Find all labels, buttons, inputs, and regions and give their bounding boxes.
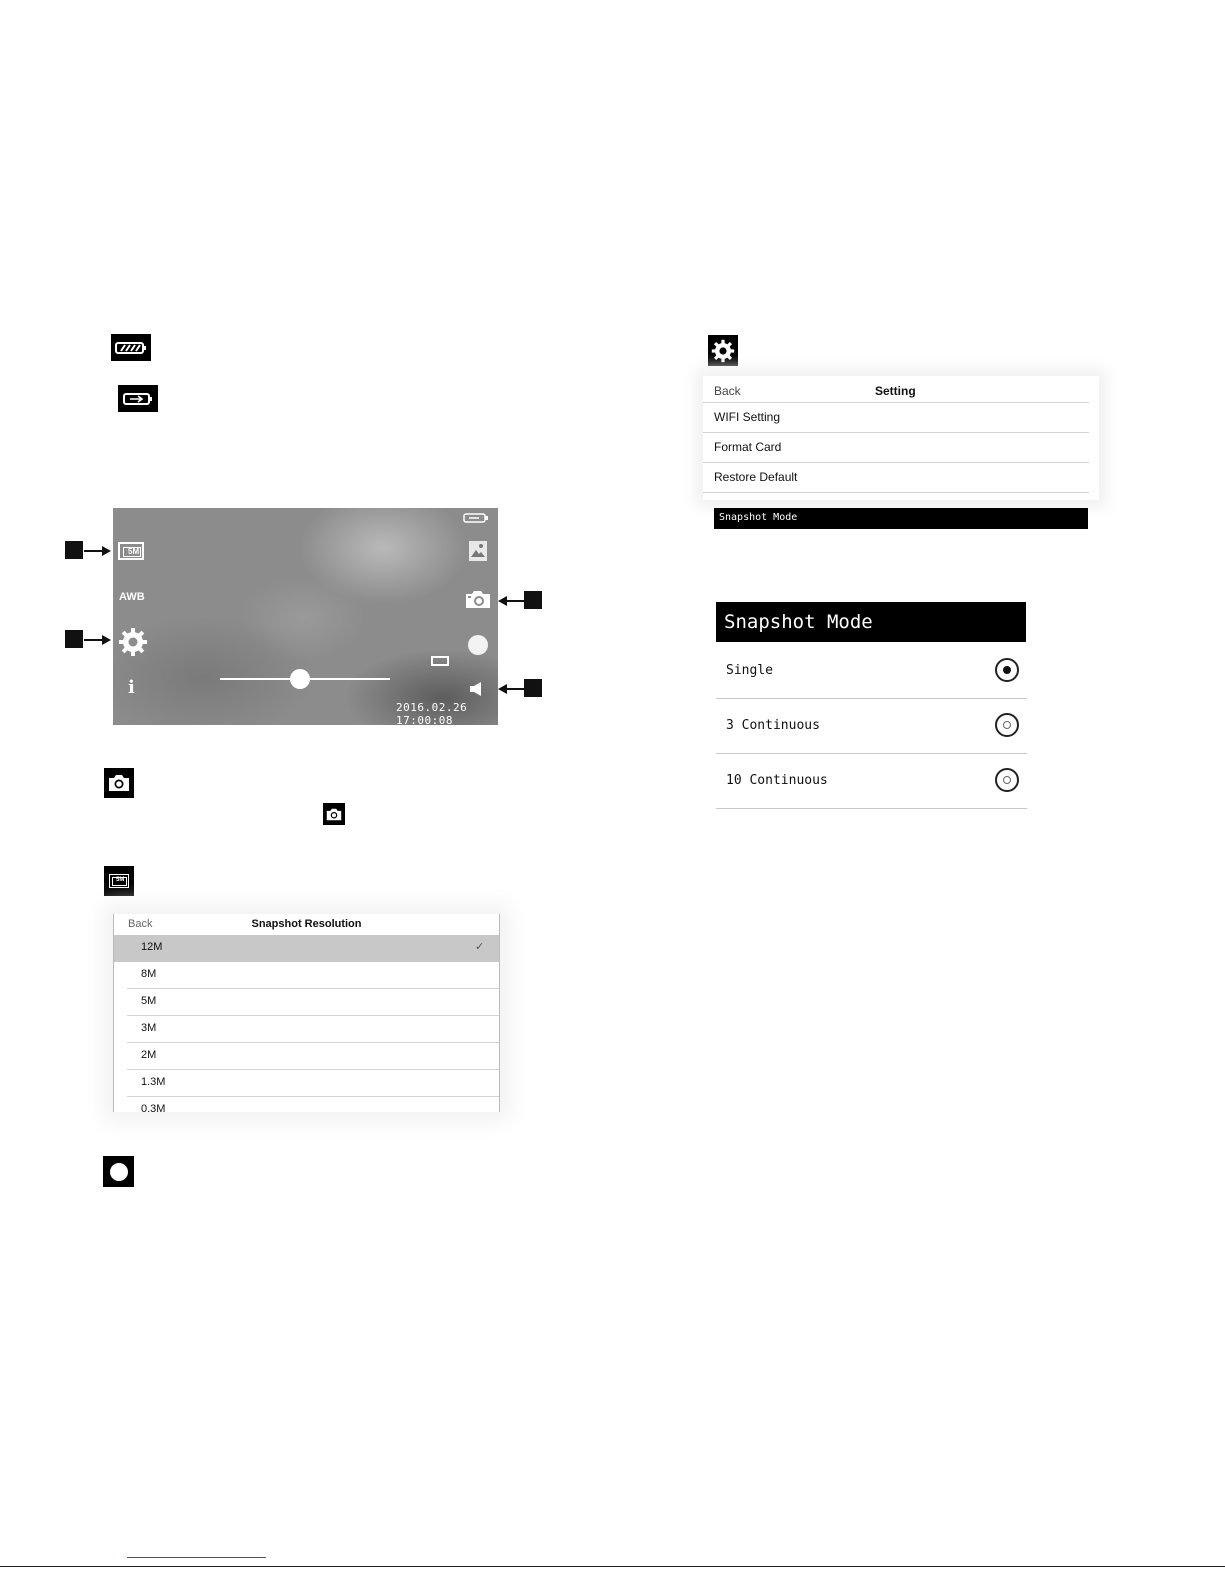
battery-charging-icon [118,385,158,412]
panel-title: Setting [875,384,916,398]
radio-selected-icon[interactable] [995,658,1019,682]
back-button[interactable]: Back [714,384,741,398]
resolution-option[interactable] [114,1097,499,1124]
arrow-right-icon [84,633,112,651]
radio-unselected-icon[interactable] [995,768,1019,792]
snapshot-mode-option-10-continuous[interactable] [716,754,1027,809]
resolution-option[interactable] [114,1016,499,1043]
arrow-left-icon [497,682,525,700]
snapshot-mode-option-single[interactable] [716,644,1027,699]
dialog-header [716,602,1026,642]
settings-gear-icon[interactable] [118,627,148,662]
snapshot-mode-option-3-continuous[interactable] [716,699,1027,754]
option-label: Single [726,663,773,678]
page-divider [0,1566,1225,1567]
info-button[interactable]: i [128,677,135,698]
callout-marker [524,679,542,697]
record-icon [103,1156,134,1187]
option-label: 10 Continuous [726,773,828,788]
resolution-option[interactable] [114,989,499,1016]
mode-rectangle-icon [431,656,449,666]
resolution-option[interactable] [114,935,499,962]
awb-button[interactable]: AWB [119,591,145,603]
option-label: 12M [141,941,163,953]
radio-unselected-icon[interactable] [995,713,1019,737]
option-label: 0.3M [141,1103,166,1115]
camera-snapshot-icon[interactable] [464,588,492,615]
snapshot-resolution-panel [113,914,500,1115]
option-label: 8M [141,968,157,980]
back-button[interactable]: Back [128,918,153,930]
panel-title: Snapshot Resolution [251,918,362,930]
resolution-option[interactable] [114,962,499,989]
zoom-slider-handle[interactable] [290,669,310,689]
resolution-badge: 5M [128,547,140,556]
settings-item-snapshot-mode[interactable] [714,508,1088,529]
battery-charging-icon [463,510,489,528]
camera-live-view[interactable] [113,508,498,725]
arrow-right-icon [84,544,112,562]
option-label: 1.3M [141,1076,166,1088]
record-button[interactable] [468,635,488,655]
resolution-icon-label: 5M [116,877,125,883]
settings-panel [703,376,1099,500]
option-label: 3M [141,1022,157,1034]
speaker-icon[interactable] [469,682,485,701]
snapshot-mode-dialog [716,602,1027,807]
settings-item-wifi[interactable]: WIFI Setting [714,410,781,424]
resolution-button[interactable] [118,542,144,560]
option-label: 3 Continuous [726,718,820,733]
resolution-option[interactable] [114,1043,499,1070]
checkmark-icon: ✓ [475,941,485,953]
resolution-icon [104,866,134,896]
timestamp: 2016.02.26 17:00:08 [396,701,468,725]
battery-full-icon [111,334,151,361]
footnote-link-underline [127,1557,266,1558]
settings-item-format-card[interactable]: Format Card [714,440,782,454]
callout-marker [65,541,83,559]
settings-gear-icon [708,335,738,366]
dialog-title: Snapshot Mode [724,611,873,633]
arrow-left-icon [497,594,525,612]
callout-marker [524,591,542,609]
callout-marker [65,630,83,648]
settings-item-label: Snapshot Mode [719,512,798,523]
camera-icon [104,768,134,798]
option-label: 2M [141,1049,157,1061]
option-label: 5M [141,995,157,1007]
gallery-icon[interactable] [468,540,488,567]
settings-item-restore-default[interactable]: Restore Default [714,470,798,484]
resolution-option[interactable] [114,1070,499,1097]
camera-icon [323,803,345,825]
